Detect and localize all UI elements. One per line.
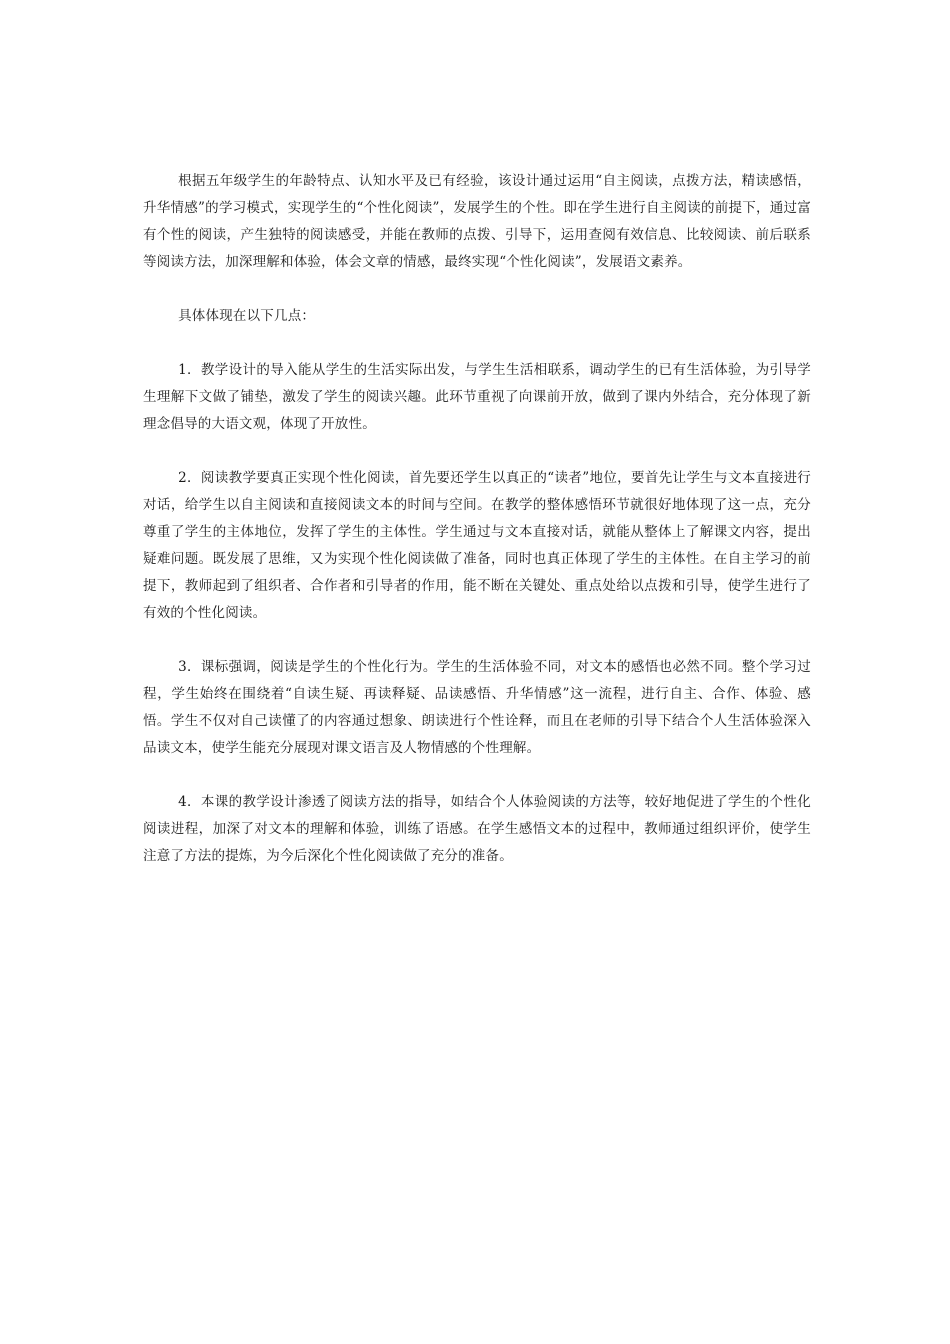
points-heading-paragraph: 具体体现在以下几点：: [178, 308, 316, 324]
point-4-paragraph: 4．本课的教学设计渗透了阅读方法的指导，如结合个人体验阅读的方法等，较好地促进了学生的个性化阅读进程，加深了对文本的理解和体验，训练了语感。在学生感悟文本的过程中，教师通过组织评价，使学生注意了方法的提炼，为今后深化个性化阅读做了充分的准备。: [143, 794, 811, 864]
point-1-paragraph: 1．教学设计的导入能从学生的生活实际出发，与学生生活相联系，调动学生的已有生活体验，为引导学生理解下文做了铺垫，激发了学生的阅读兴趣。此环节重视了向课前开放，做到了课内外结合，充分体现了新理念倡导的大语文观，体现了开放性。: [143, 362, 811, 432]
intro-paragraph: 根据五年级学生的年龄特点、认知水平及已有经验，该设计通过运用“自主阅读，点拨方法，精读感悟，升华情感”的学习模式，实现学生的“个性化阅读”，发展学生的个性。即在学生进行自主阅读的前提下，通过富有个性的阅读，产生独特的阅读感受，并能在教师的点拨、引导下，运用查阅有效信息、比较阅读、前后联系等阅读方法，加深理解和体验，体会文章的情感，最终实现“个性化阅读”，发展语文素养。: [143, 173, 811, 270]
point-3-paragraph: 3．课标强调，阅读是学生的个性化行为。学生的生活体验不同，对文本的感悟也必然不同。整个学习过程，学生始终在围绕着“自读生疑、再读释疑、品读感悟、升华情感”这一流程，进行自主、合作、体验、感悟。学生不仅对自己读懂了的内容通过想象、朗读进行个性诠释，而且在老师的引导下结合个人生活体验深入品读文本，使学生能充分展现对课文语言及人物情感的个性理解。: [143, 659, 811, 756]
document-body: [143, 168, 811, 870]
point-2-paragraph: 2．阅读教学要真正实现个性化阅读，首先要还学生以真正的“读者”地位，要首先让学生与文本直接进行对话，给学生以自主阅读和直接阅读文本的时间与空间。在教学的整体感悟环节就很好地体现了这一点，充分尊重了学生的主体地位，发挥了学生的主体性。学生通过与文本直接对话，就能从整体上了解课文内容，提出疑难问题。既发展了思维，又为实现个性化阅读做了准备，同时也真正体现了学生的主体性。在自主学习的前提下，教师起到了组织者、合作者和引导者的作用，能不断在关键处、重点处给以点拨和引导，使学生进行了有效的个性化阅读。: [143, 470, 811, 621]
